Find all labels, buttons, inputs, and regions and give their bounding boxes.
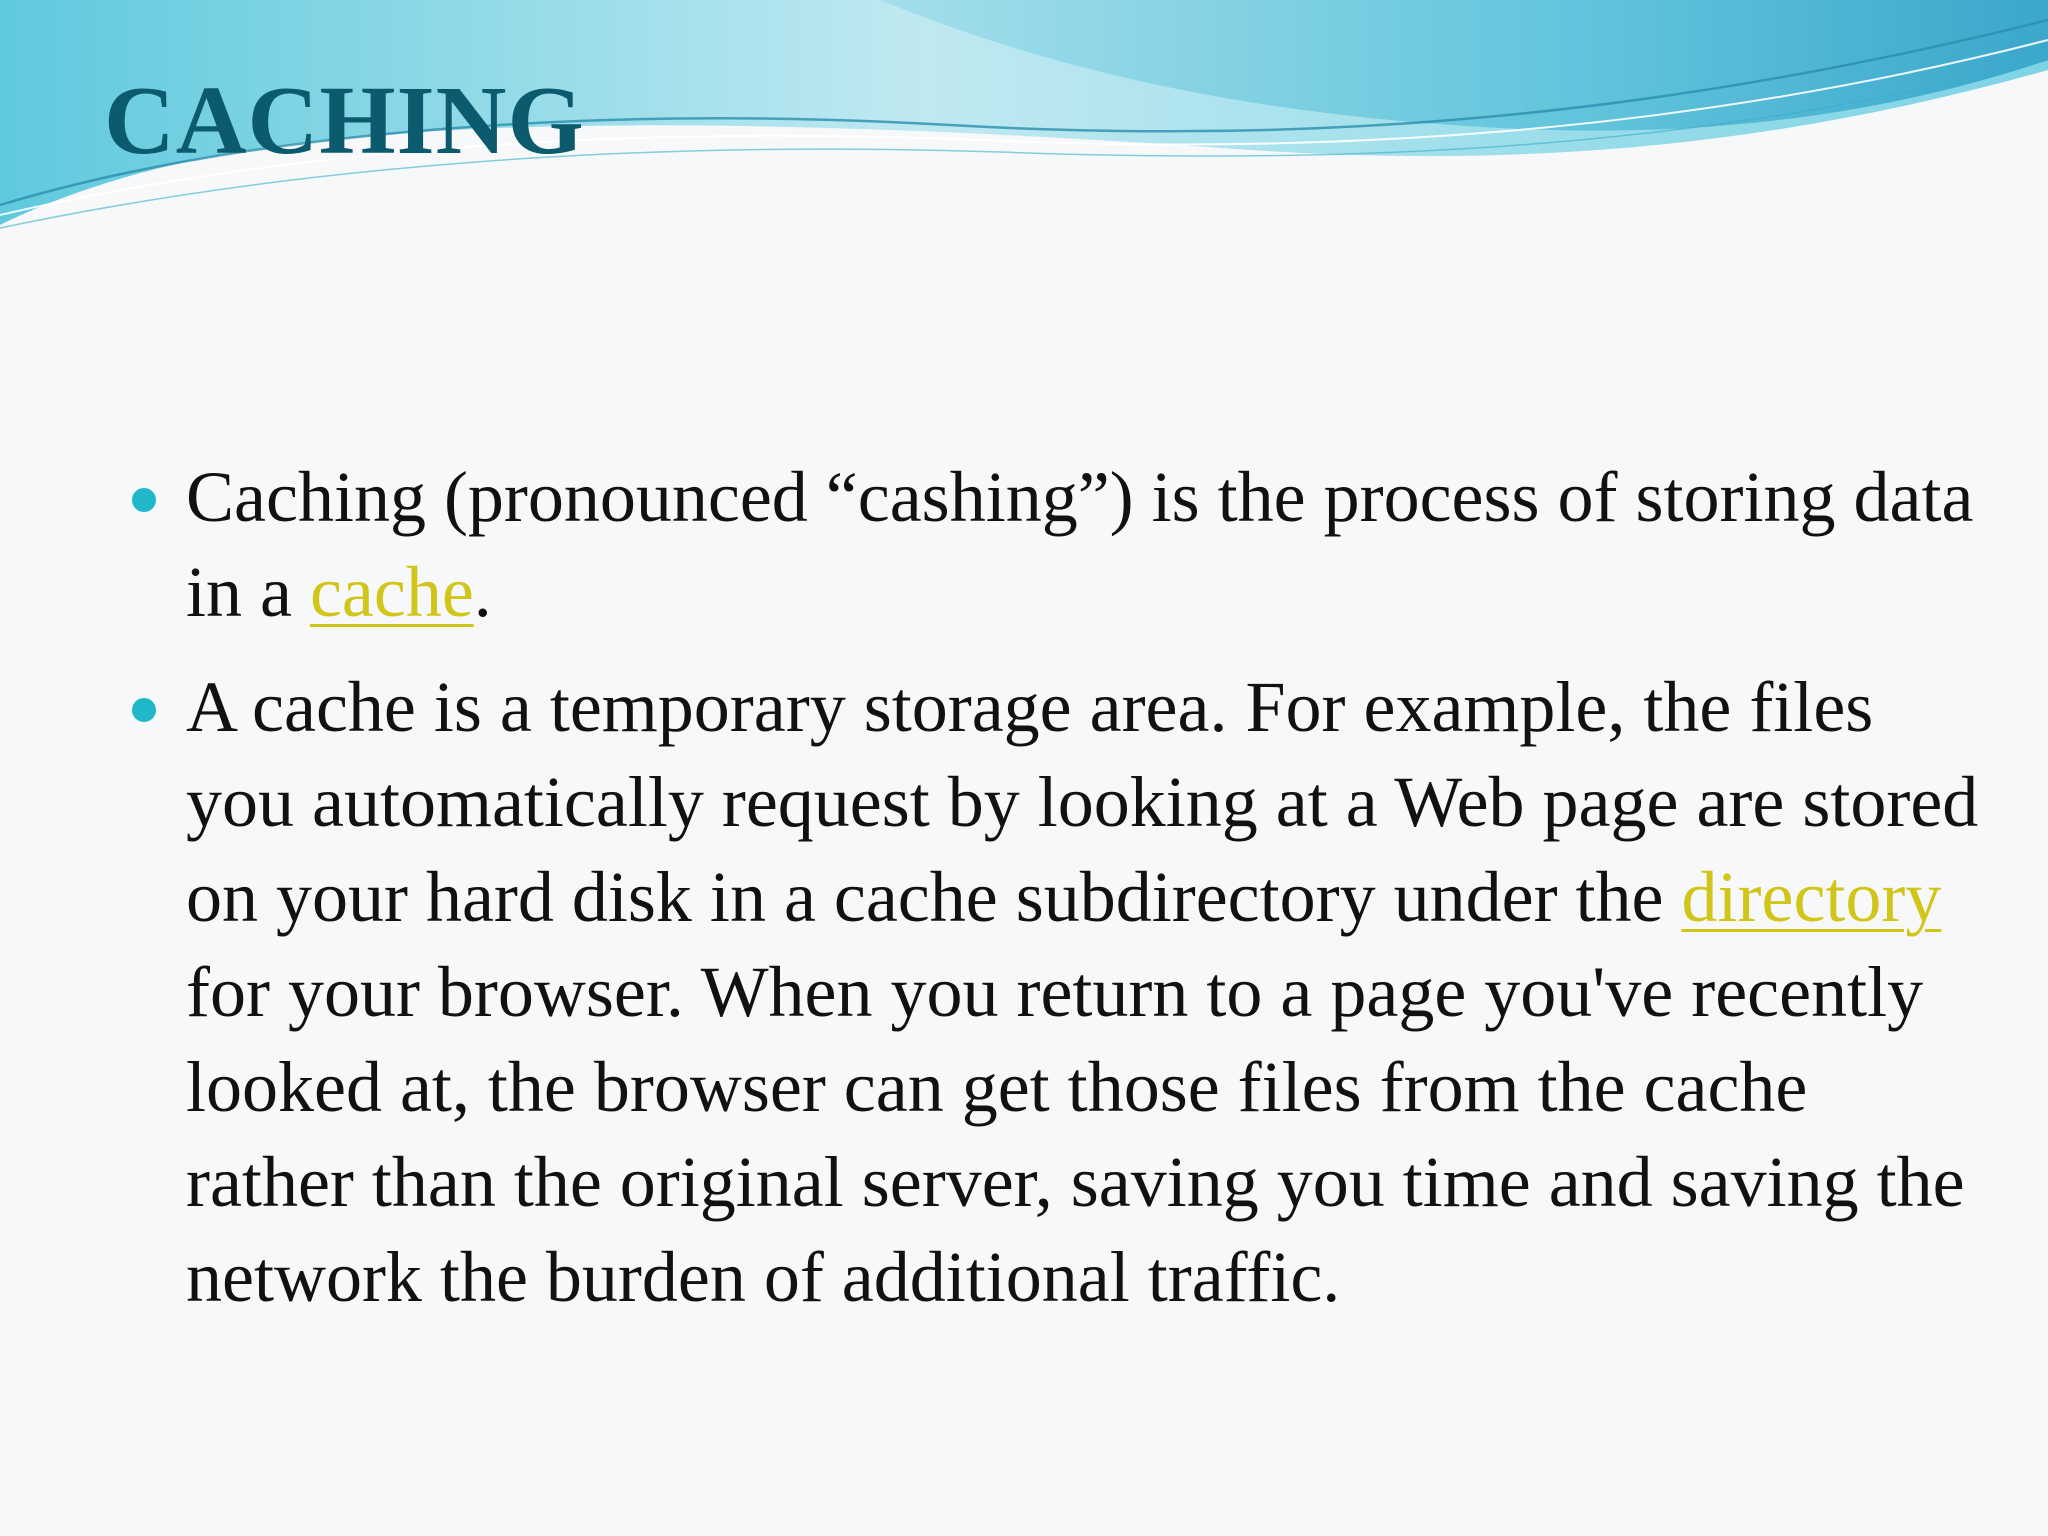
- bullet-item: [186, 450, 1986, 640]
- bullet-list: [186, 450, 1986, 1345]
- bullet-item: [186, 660, 1986, 1325]
- slide-title: CACHING: [104, 67, 585, 175]
- cache-link[interactable]: cache: [309, 552, 474, 632]
- bullet-text: Caching (pronounced “cashing”) is the process of storing data in a: [186, 457, 1974, 632]
- bullet-text: .: [473, 552, 492, 632]
- bullet-text: A cache is a temporary storage area. For example, the files you automatically request by looking at a Web page are stored on your hard disk in a cache subdirectory under the: [186, 667, 1979, 937]
- bullet-dot-icon: [132, 488, 156, 512]
- bullet-dot-icon: [132, 698, 156, 722]
- bullet-text: for your browser. When you return to a page you've recently looked at, the browser can get those files from the cache rather than the original server, saving you time and saving the network the burden of additional traffic.: [186, 952, 1965, 1317]
- directory-link[interactable]: directory: [1681, 857, 1942, 937]
